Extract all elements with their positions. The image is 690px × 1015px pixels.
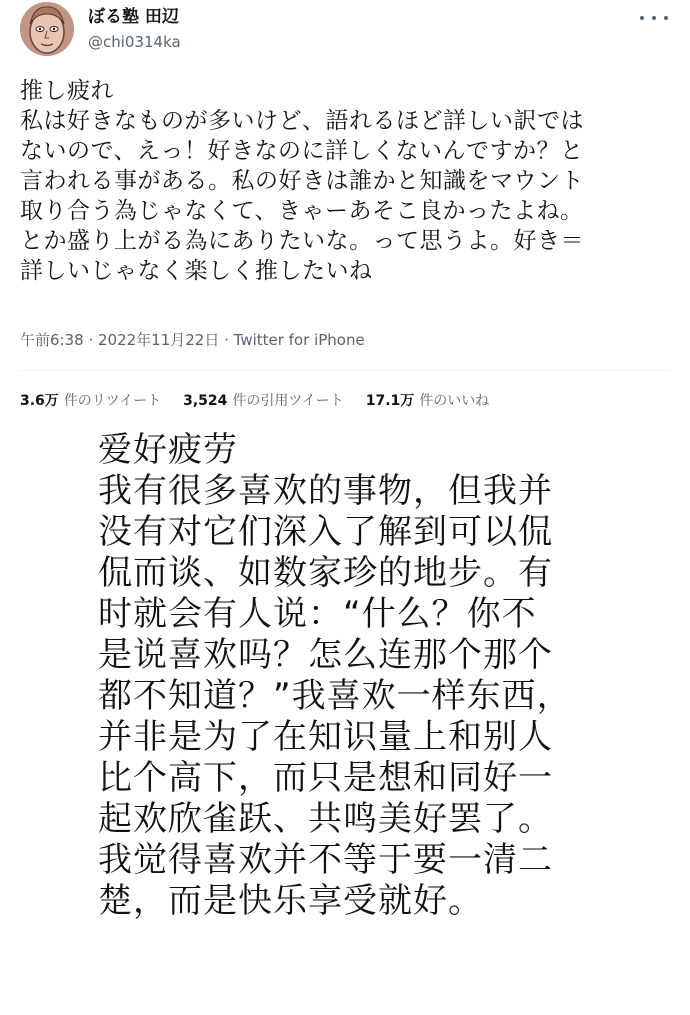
tweet-text-line: とか盛り上がる為にありたいな。って思うよ。好き＝ [20,228,584,254]
translation-line: 没有对它们深入了解到可以侃 [98,512,553,552]
translation-line: 我有很多喜欢的事物，但我并 [98,471,553,511]
stat-label: 件のいいね [419,393,490,409]
author-handle[interactable]: @chi0314ka [88,33,181,51]
tweet-text-line: 私は好きなものが多いけど、語れるほど詳しい訳では [20,108,584,134]
engagement-stats [20,392,511,410]
tweet-text-line: 取り合う為じゃなくて、きゃーあそこ良かったよね。 [20,198,584,224]
translation-line: 并非是为了在知识量上和别人 [98,717,553,757]
translation-line: 都不知道？”我喜欢一样东西， [98,676,572,716]
translation-line: 我觉得喜欢并不等于要一清二 [98,840,553,880]
avatar[interactable] [20,2,74,56]
stat-number: 3,524 [183,393,228,409]
translation-line: 爱好疲劳 [98,430,238,470]
more-options-button[interactable] [640,8,668,28]
stat-label: 件のリツイート [63,393,162,409]
translation-line: 起欢欣雀跃、共鸣美好罢了。 [98,799,553,839]
quote-tweet-count[interactable] [183,392,344,410]
stat-label: 件の引用ツイート [232,393,344,409]
tweet-body [20,76,680,286]
author-block[interactable] [88,6,181,52]
retweet-count[interactable] [20,392,161,410]
like-count[interactable] [366,392,490,410]
translation-line: 楚，而是快乐享受就好。 [98,881,483,921]
tweet-timestamp[interactable]: 午前6:38 · 2022年11月22日 · Twitter for iPhone [20,331,365,349]
tweet-text-line: 詳しいじゃなく楽しく推したいね [20,258,373,284]
tweet-text-line: 推し疲れ [20,78,114,104]
translation-line: 侃而谈、如数家珍的地步。有 [98,553,553,593]
avatar-illustration-icon [20,2,74,56]
translation-line: 时就会有人说：“什么？你不 [98,594,537,634]
divider [20,370,670,371]
author-display-name[interactable]: ぼる塾 田辺 [88,7,179,27]
tweet-text-line: 言われる事がある。私の好きは誰かと知識をマウント [20,168,584,194]
tweet-text-line: ないので、えっ！好きなのに詳しくないんですか？と [20,138,584,164]
stat-number: 17.1万 [365,393,415,409]
translation-line: 比个高下，而只是想和同好一 [98,758,553,798]
translation-text-block [98,430,658,922]
more-dots-icon [640,16,644,20]
stat-number: 3.6万 [20,393,59,409]
tweet-card [0,0,690,418]
more-dots-icon [652,16,656,20]
translation-line: 是说喜欢吗？怎么连那个那个 [98,635,553,675]
more-dots-icon [664,16,668,20]
